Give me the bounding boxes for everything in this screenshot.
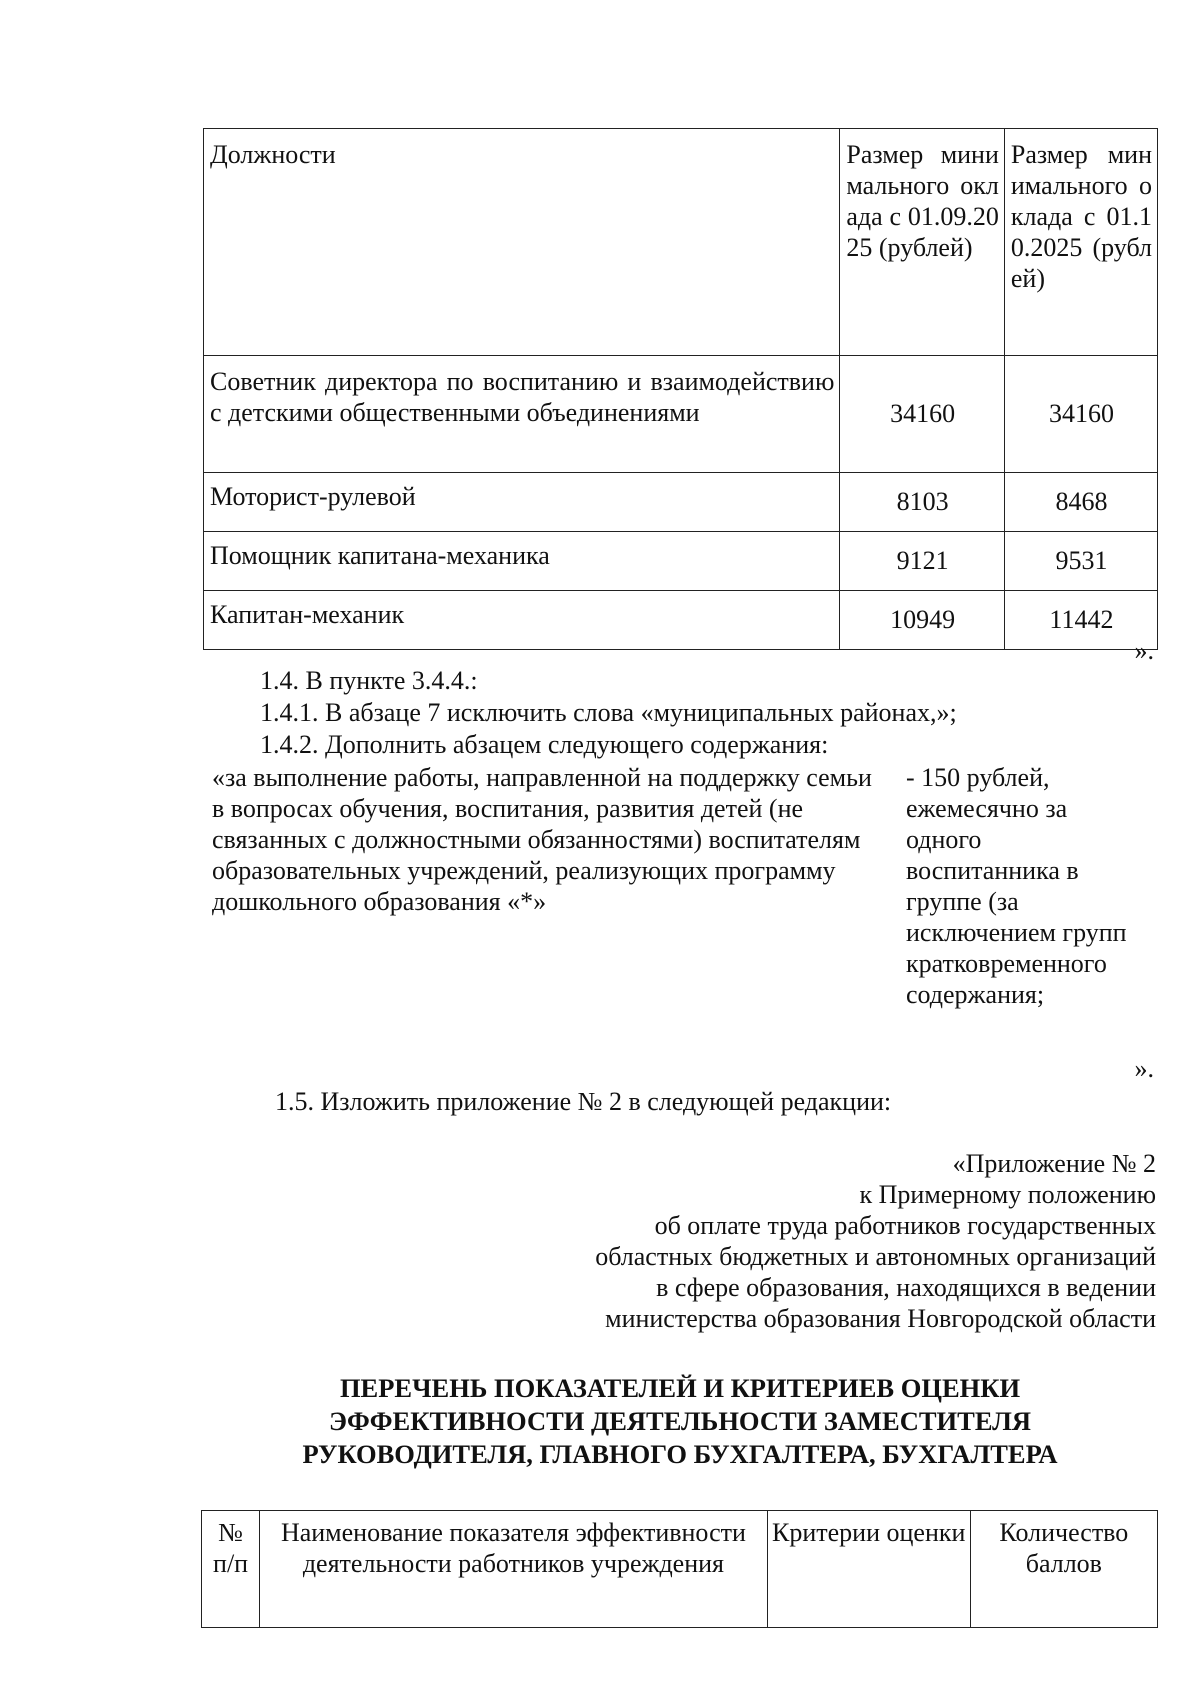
row-salary-sep: 34160 bbox=[840, 356, 1005, 473]
salary-table-header bbox=[204, 129, 1158, 356]
row-position: Помощник капитана-механика bbox=[204, 532, 840, 591]
appendix-line: в сфере образования, находящихся в ведении bbox=[656, 1273, 1156, 1302]
header-position: Должности bbox=[204, 129, 840, 356]
appendix-line: областных бюджетных и автономных организаций bbox=[595, 1242, 1156, 1271]
row-position: Капитан-механик bbox=[204, 591, 840, 650]
header-number: № п/п bbox=[202, 1511, 260, 1628]
title-line: ПЕРЕЧЕНЬ ПОКАЗАТЕЛЕЙ И КРИТЕРИЕВ ОЦЕНКИ bbox=[339, 1373, 1021, 1403]
appendix-heading bbox=[436, 1148, 1156, 1334]
row-salary-oct: 9531 bbox=[1004, 532, 1157, 591]
table-row bbox=[204, 473, 1158, 532]
row-position: Моторист-рулевой bbox=[204, 473, 840, 532]
table-row bbox=[204, 532, 1158, 591]
header-indicator-name: Наименование показателя эффективности деятельности работников учреждения bbox=[260, 1511, 768, 1628]
row-salary-sep: 9121 bbox=[840, 532, 1005, 591]
page-title bbox=[190, 1372, 1170, 1471]
table-row bbox=[204, 591, 1158, 650]
title-line: РУКОВОДИТЕЛЯ, ГЛАВНОГО БУХГАЛТЕРА, БУХГАЛТЕРА bbox=[302, 1439, 1058, 1469]
row-salary-oct: 8468 bbox=[1004, 473, 1157, 532]
paragraph-1-5: 1.5. Изложить приложение № 2 в следующей редакции: bbox=[275, 1087, 892, 1116]
insert-left-text: «за выполнение работы, направленной на поддержку семьи в вопросах обучения, воспитания, развития детей (не связанных с должностными обязанностями) воспитателям образовательных учреждений, реализующих программу дошкольного образования «*» bbox=[212, 763, 872, 916]
title-line: ЭФФЕКТИВНОСТИ ДЕЯТЕЛЬНОСТИ ЗАМЕСТИТЕЛЯ bbox=[328, 1406, 1032, 1436]
table-row bbox=[204, 356, 1158, 473]
paragraph-1-4-2: 1.4.2. Дополнить абзацем следующего содержания: bbox=[260, 730, 829, 759]
paragraph-1-4: 1.4. В пункте 3.4.4.: bbox=[260, 666, 478, 695]
appendix-line: об оплате труда работников государственных bbox=[654, 1211, 1156, 1240]
appendix-line: министерства образования Новгородской области bbox=[605, 1304, 1156, 1333]
salary-table bbox=[203, 128, 1158, 650]
header-salary-sep: Размер минимального оклада с 01.09.2025 (рублей) bbox=[840, 129, 1005, 356]
criteria-table bbox=[201, 1510, 1158, 1628]
row-salary-oct: 34160 bbox=[1004, 356, 1157, 473]
row-salary-oct: 11442 bbox=[1004, 591, 1157, 650]
appendix-line: к Примерному положению bbox=[859, 1180, 1156, 1209]
criteria-table-header bbox=[202, 1511, 1158, 1628]
quote-close-1: ». bbox=[1134, 636, 1154, 665]
header-salary-oct: Размер минимального оклада с 01.10.2025 (рублей) bbox=[1004, 129, 1157, 356]
row-position: Советник директора по воспитанию и взаимодействию с детскими общественными объединениями bbox=[204, 356, 840, 473]
row-salary-sep: 8103 bbox=[840, 473, 1005, 532]
appendix-line: «Приложение № 2 bbox=[952, 1149, 1156, 1178]
paragraph-1-4-1: 1.4.1. В абзаце 7 исключить слова «муниципальных районах,»; bbox=[260, 698, 957, 727]
insert-right-text: - 150 рублей, ежемесячно за одного воспитанника в группе (за исключением групп кратковременного содержания; bbox=[906, 763, 1127, 1009]
row-salary-sep: 10949 bbox=[840, 591, 1005, 650]
header-points: Количество баллов bbox=[970, 1511, 1157, 1628]
header-criteria: Критерии оценки bbox=[767, 1511, 970, 1628]
quote-close-2: ». bbox=[1134, 1054, 1154, 1083]
